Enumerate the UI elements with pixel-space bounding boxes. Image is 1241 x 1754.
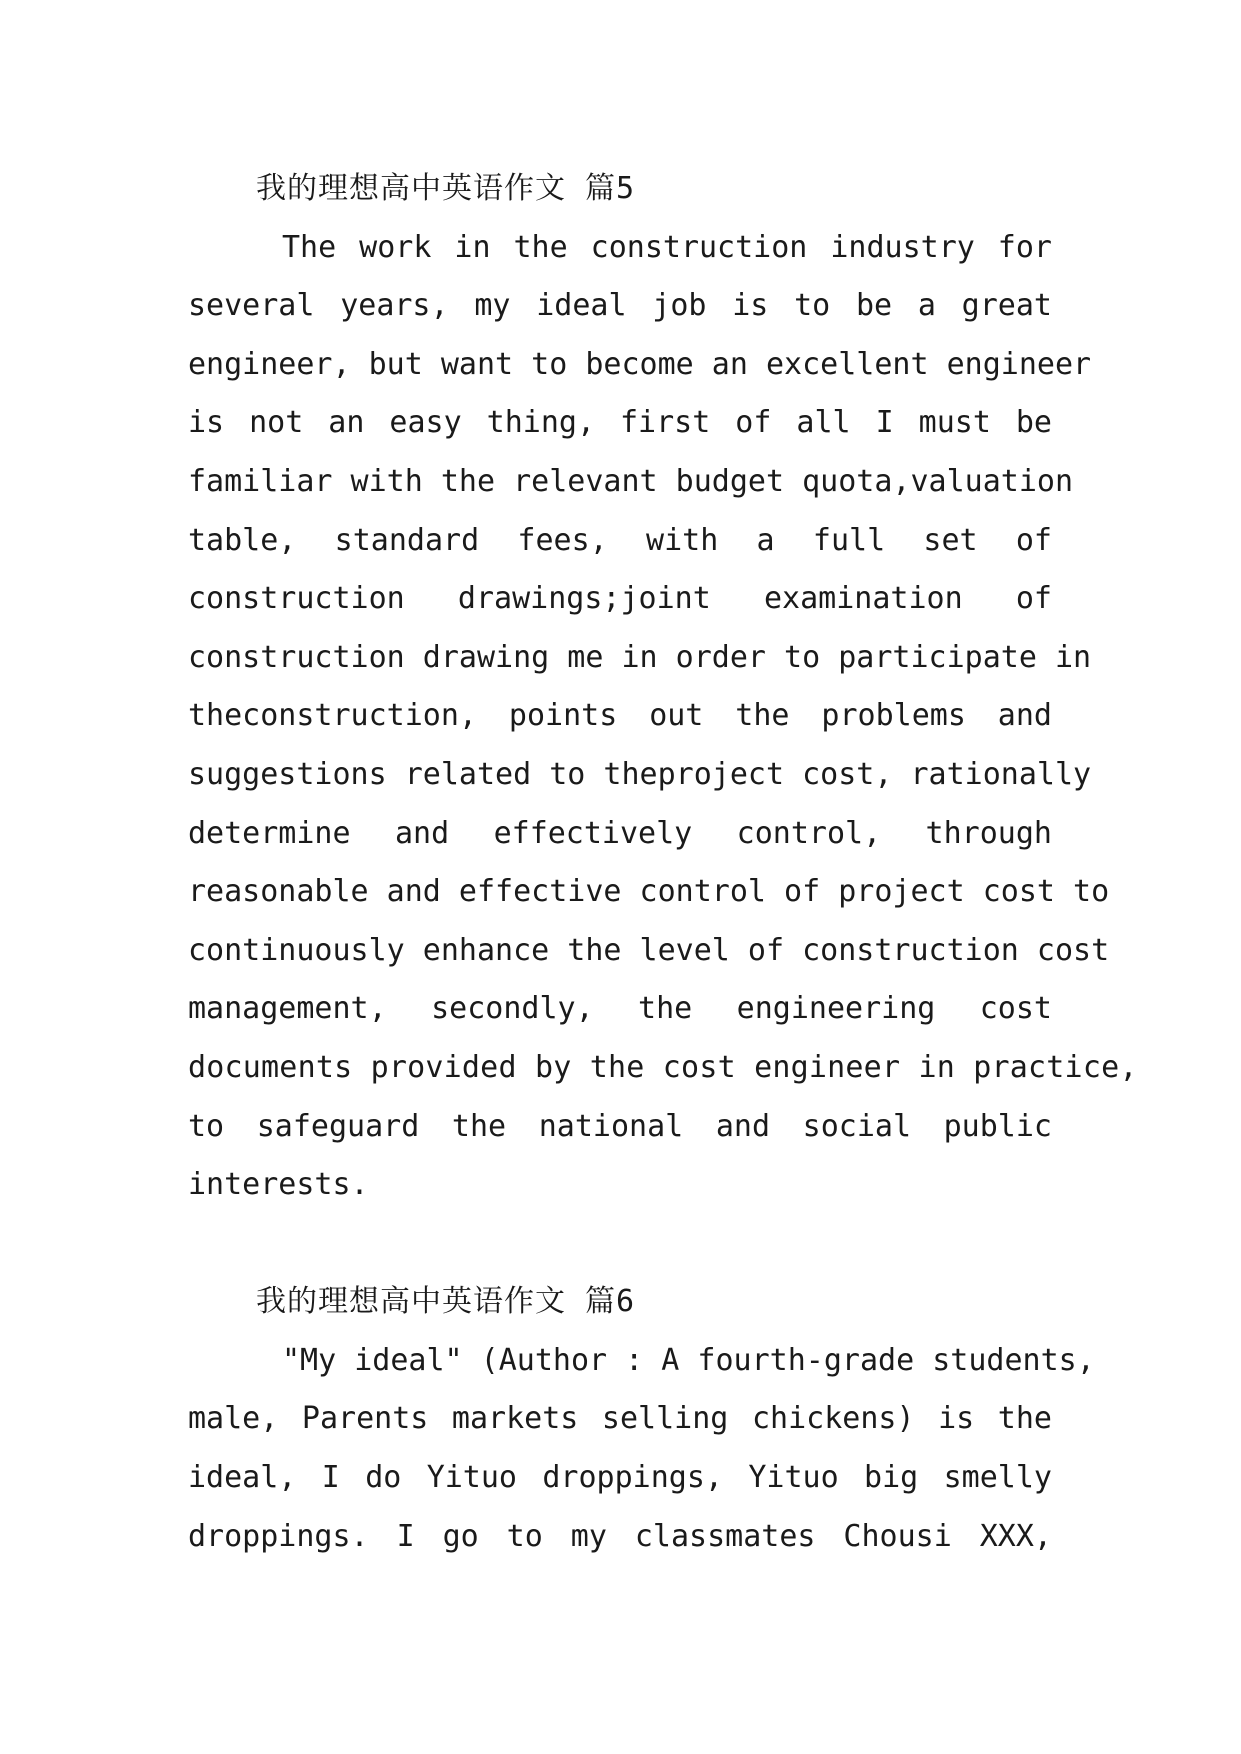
paragraph: [188, 219, 1138, 1215]
text-line: interests.: [188, 1167, 369, 1203]
text-line: suggestions related to theproject cost, rationally: [188, 756, 1092, 792]
text-line: documents provided by the cost engineer in practice,: [188, 1049, 1138, 1085]
text-line: droppings. I go to my classmates Chousi XXX,: [188, 1518, 1052, 1554]
text-line: The work in the construction industry for: [282, 229, 1052, 265]
text-line: "My ideal" (Author : A fourth-grade students,: [282, 1342, 1095, 1378]
text-line: theconstruction, points out the problems and: [188, 698, 1052, 734]
text-line: several years, my ideal job is to be a great: [188, 288, 1052, 324]
section-gap: [188, 1215, 1052, 1274]
text-line: is not an easy thing, first of all I must be: [188, 405, 1052, 441]
text-line: engineer, but want to become an excellent engineer: [188, 346, 1092, 382]
text-line: table, standard fees, with a full set of: [188, 522, 1052, 558]
text-line: continuously enhance the level of construction cost: [188, 932, 1110, 968]
section-heading: 我的理想高中英语作文 篇6: [256, 1284, 636, 1320]
text-line: male, Parents markets selling chickens) is the: [188, 1401, 1052, 1437]
text-line: reasonable and effective control of project cost to: [188, 874, 1110, 910]
text-line: to safeguard the national and social public: [188, 1108, 1052, 1144]
text-line: familiar with the relevant budget quota,valuation: [188, 463, 1074, 499]
text-line: ideal, I do Yituo droppings, Yituo big smelly: [188, 1460, 1052, 1496]
paragraph: [188, 1332, 1095, 1566]
text-line: construction drawing me in order to participate in: [188, 639, 1092, 675]
section-heading: 我的理想高中英语作文 篇5: [256, 171, 636, 206]
document-body: [188, 160, 1138, 1566]
text-line: construction drawings;joint examination of: [188, 581, 1052, 617]
text-line: management, secondly, the engineering cost: [188, 991, 1052, 1027]
text-line: determine and effectively control, through: [188, 815, 1052, 851]
